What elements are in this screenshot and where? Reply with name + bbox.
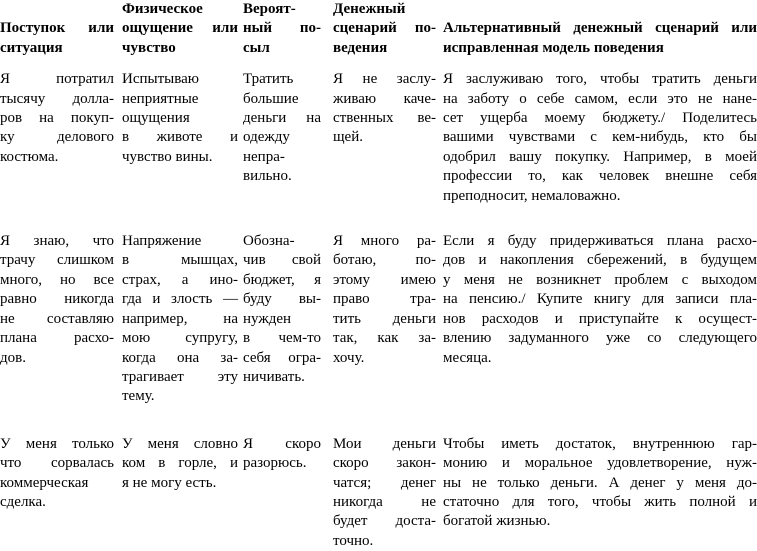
cell-line: скоро закон- bbox=[333, 455, 436, 472]
header-line: Альтернативный денежный сценарий или bbox=[443, 20, 757, 37]
cell-line: в животе и bbox=[122, 129, 238, 146]
cell-line: Обозна- bbox=[243, 233, 295, 250]
header-line: ведения bbox=[333, 39, 388, 56]
header-line: сыл bbox=[243, 39, 270, 56]
table-cell bbox=[443, 70, 757, 206]
table-cell bbox=[443, 232, 757, 368]
cell-line: страх, а ино- bbox=[122, 271, 238, 288]
cell-line: тему. bbox=[122, 388, 155, 405]
cell-line: ственных ве- bbox=[333, 110, 436, 127]
cell-line: я не могу есть. bbox=[122, 474, 217, 491]
cell-line: коммерческая bbox=[0, 474, 89, 491]
cell-line: одобрил вашу покупку. Например, в моей bbox=[443, 148, 757, 165]
cell-line: в чем-то bbox=[243, 330, 321, 347]
header-cell-feeling bbox=[122, 0, 238, 58]
header-line: Поступок или bbox=[0, 20, 114, 37]
cell-line: нов расходов и приступайте к осущест- bbox=[443, 310, 757, 327]
cell-line: трагивает эту bbox=[122, 368, 238, 385]
cell-line: разорюсь. bbox=[243, 455, 307, 472]
cell-line: будет доста- bbox=[333, 513, 436, 530]
header-cell-money-script bbox=[333, 0, 436, 58]
cell-line: чатся; денег bbox=[333, 474, 436, 491]
cell-line: когда она за- bbox=[122, 349, 238, 366]
cell-line: вильно. bbox=[243, 168, 292, 185]
cell-line: право тра- bbox=[333, 291, 436, 308]
cell-line: ку делового bbox=[0, 129, 114, 146]
cell-line: Напряжение bbox=[122, 233, 202, 250]
table-body bbox=[0, 70, 757, 551]
cell-line: никогда не bbox=[333, 493, 436, 510]
header-line: исправленная модель поведения bbox=[443, 39, 664, 56]
cell-line: дов. bbox=[0, 349, 26, 366]
cell-line: влению задуманного уже со следующего bbox=[443, 330, 757, 347]
cell-line: например, на bbox=[122, 310, 238, 327]
cell-line: бюджет, я bbox=[243, 271, 321, 288]
cell-line: плана расхо- bbox=[0, 330, 114, 347]
cell-line: деньги на bbox=[243, 110, 321, 127]
cell-line: мою супругу, bbox=[122, 330, 238, 347]
cell-line: точно. bbox=[333, 532, 374, 549]
header-line: Вероят- bbox=[243, 1, 296, 17]
cell-line: Тратить bbox=[243, 71, 294, 88]
table-row bbox=[0, 232, 757, 407]
cell-line: Я знаю, что bbox=[0, 233, 114, 250]
cell-line: Чтобы иметь достаток, внутреннюю гар- bbox=[443, 435, 757, 452]
cell-line: монию и моральное удовлетворение, нуж- bbox=[443, 455, 757, 472]
table-header-row bbox=[0, 0, 757, 58]
cell-line: непра- bbox=[243, 148, 285, 165]
cell-line: профессии то, как человек внешне себя bbox=[443, 168, 757, 185]
cell-line: тить деньги bbox=[333, 310, 436, 327]
table-row bbox=[0, 70, 757, 206]
cell-line: себя огра- bbox=[243, 349, 321, 366]
cell-line: ров на покуп- bbox=[0, 110, 114, 127]
cell-line: сет ущерба моему бюджету./ Поделитесь bbox=[443, 110, 757, 127]
cell-line: Испытываю bbox=[122, 71, 199, 88]
table-cell bbox=[0, 232, 114, 368]
cell-line: Я заслуживаю того, чтобы тратить деньги bbox=[443, 71, 757, 88]
header-line: сценарий по- bbox=[333, 20, 436, 37]
table-cell bbox=[243, 232, 321, 387]
table-cell bbox=[122, 435, 238, 493]
table-cell bbox=[443, 435, 757, 532]
header-line: ный по- bbox=[243, 20, 321, 37]
cell-line: костюма. bbox=[0, 148, 59, 165]
cell-line: щей. bbox=[333, 129, 363, 146]
header-cell-behavior bbox=[243, 0, 321, 58]
cell-line: хочу. bbox=[333, 349, 365, 366]
cell-line: на пенсию./ Купите книгу для записи пла- bbox=[443, 291, 757, 308]
cell-line: У меня словно bbox=[122, 435, 238, 452]
cell-line: не составляю bbox=[0, 310, 114, 327]
cell-line: этому имею bbox=[333, 271, 436, 288]
cell-line: ничивать. bbox=[243, 368, 305, 385]
table-cell bbox=[122, 70, 238, 167]
table-cell bbox=[122, 232, 238, 407]
cell-line: на заботу о себе самом, если это не нане- bbox=[443, 90, 757, 107]
cell-line: гда и злость — bbox=[122, 291, 238, 308]
cell-line: ком в горле, и bbox=[122, 455, 238, 472]
cell-line: так, как за- bbox=[333, 330, 436, 347]
header-line: ситуация bbox=[0, 39, 63, 56]
cell-line: Я много ра- bbox=[333, 233, 436, 250]
cell-line: месяца. bbox=[443, 349, 492, 366]
table-cell bbox=[0, 70, 114, 167]
cell-line: в мышцах, bbox=[122, 252, 238, 269]
header-cell-action bbox=[0, 19, 114, 58]
cell-line: тысячу долла- bbox=[0, 90, 114, 107]
table-row bbox=[0, 435, 757, 551]
table-cell bbox=[333, 232, 436, 368]
cell-line: трачу слишком bbox=[0, 252, 114, 269]
table-cell bbox=[333, 70, 436, 148]
cell-line: что сорвалась bbox=[0, 455, 114, 472]
cell-line: большие bbox=[243, 90, 299, 107]
cell-line: живаю каче- bbox=[333, 90, 436, 107]
table-cell bbox=[243, 70, 321, 186]
cell-line: Мои деньги bbox=[333, 435, 436, 452]
table-cell bbox=[0, 435, 114, 513]
table-cell bbox=[333, 435, 436, 551]
cell-line: дов и накопления сбережений, в будущем bbox=[443, 252, 757, 269]
header-line: Денежный bbox=[333, 1, 406, 17]
cell-line: Я не заслу- bbox=[333, 71, 436, 88]
header-cell-alternative bbox=[443, 19, 757, 58]
cell-line: чив свой bbox=[243, 252, 321, 269]
cell-line: буду вы- bbox=[243, 291, 321, 308]
header-line: Физическое bbox=[122, 1, 203, 17]
table-cell bbox=[243, 435, 321, 474]
cell-line: У меня только bbox=[0, 435, 114, 452]
cell-line: Я скоро bbox=[243, 435, 321, 452]
cell-line: Я потратил bbox=[0, 71, 114, 88]
cell-line: у меня не возникнет проблем с выходом bbox=[443, 271, 757, 288]
cell-line: много, но все bbox=[0, 271, 114, 288]
cell-line: Если я буду придерживаться плана расхо- bbox=[443, 233, 757, 250]
cell-line: сделка. bbox=[0, 493, 46, 510]
cell-line: одежду bbox=[243, 129, 290, 146]
cell-line: богатой жизнью. bbox=[443, 513, 551, 530]
cell-line: ны не только деньги. А денег у меня до- bbox=[443, 474, 757, 491]
cell-line: статочно для того, чтобы жить полной и bbox=[443, 493, 757, 510]
cell-line: ботаю, по- bbox=[333, 252, 436, 269]
cell-line: чувство вины. bbox=[122, 148, 213, 165]
header-line: чувство bbox=[122, 39, 176, 56]
cell-line: преподносит, немаловажно. bbox=[443, 187, 621, 204]
cell-line: вашими чувствами с кем-нибудь, кто бы bbox=[443, 129, 757, 146]
cell-line: неприятные bbox=[122, 90, 199, 107]
cell-line: равно никогда bbox=[0, 291, 114, 308]
cell-line: ощущения bbox=[122, 110, 190, 127]
cell-line: нужден bbox=[243, 310, 292, 327]
header-line: ощущение или bbox=[122, 20, 238, 37]
